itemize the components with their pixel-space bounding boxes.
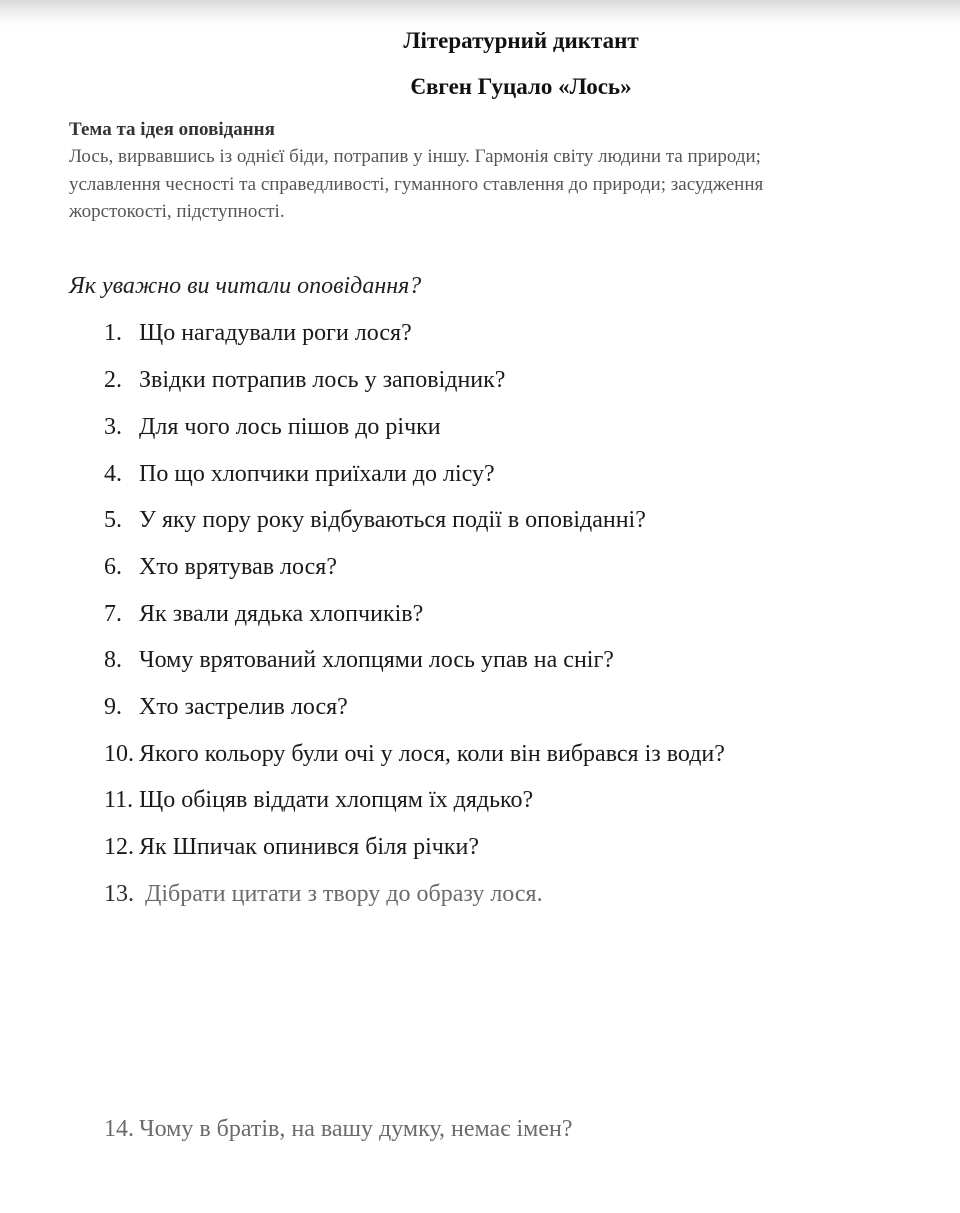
questions-heading: Як уважно ви читали оповідання?: [69, 273, 422, 299]
theme-text-line: жорстокості, підступності.: [69, 201, 285, 222]
question-text: Як Шпичак опинився біля річки?: [139, 834, 479, 860]
page-top-shadow: [0, 0, 960, 26]
question-number: 13.: [104, 881, 134, 907]
question-number: 14.: [104, 1116, 134, 1142]
question-number: 2.: [104, 367, 122, 393]
question-number: 7.: [104, 601, 122, 627]
theme-heading: Тема та ідея оповідання: [69, 119, 275, 140]
question-text: Звідки потрапив лось у заповідник?: [139, 367, 506, 393]
question-number: 12.: [104, 834, 134, 860]
question-number: 3.: [104, 414, 122, 440]
question-text: По що хлопчики приїхали до лісу?: [139, 461, 495, 487]
question-text: Чому врятований хлопцями лось упав на сніг?: [139, 647, 614, 673]
question-text: Дібрати цитати з твору до образу лося.: [145, 881, 543, 907]
question-text: Хто врятував лося?: [139, 554, 337, 580]
question-text: Як звали дядька хлопчиків?: [139, 601, 424, 627]
question-number: 11.: [104, 787, 134, 813]
question-text: Для чого лось пішов до річки: [139, 414, 441, 440]
theme-text-line: уславлення чесності та справедливості, гуманного ставлення до природи; засудження: [69, 174, 764, 195]
question-text: Чому в братів, на вашу думку, немає імен?: [139, 1116, 573, 1142]
question-number: 4.: [104, 461, 122, 487]
question-text: Якого кольору були очі у лося, коли він вибрався із води?: [139, 741, 725, 767]
document-subtitle: Євген Гуцало «Лось»: [410, 74, 632, 99]
question-number: 6.: [104, 554, 122, 580]
question-text: У яку пору року відбуваються події в оповіданні?: [139, 507, 646, 533]
question-number: 9.: [104, 694, 122, 720]
question-number: 1.: [104, 320, 122, 346]
question-number: 8.: [104, 647, 122, 673]
question-number: 10.: [104, 741, 134, 767]
theme-text-line: Лось, вирвавшись із однієї біди, потрапив у іншу. Гармонія світу людини та природи;: [69, 146, 761, 167]
question-text: Що обіцяв віддати хлопцям їх дядько?: [139, 787, 534, 813]
question-text: Хто застрелив лося?: [139, 694, 348, 720]
document-title: Літературний диктант: [403, 28, 639, 53]
question-number: 5.: [104, 507, 122, 533]
question-text: Що нагадували роги лося?: [139, 320, 412, 346]
